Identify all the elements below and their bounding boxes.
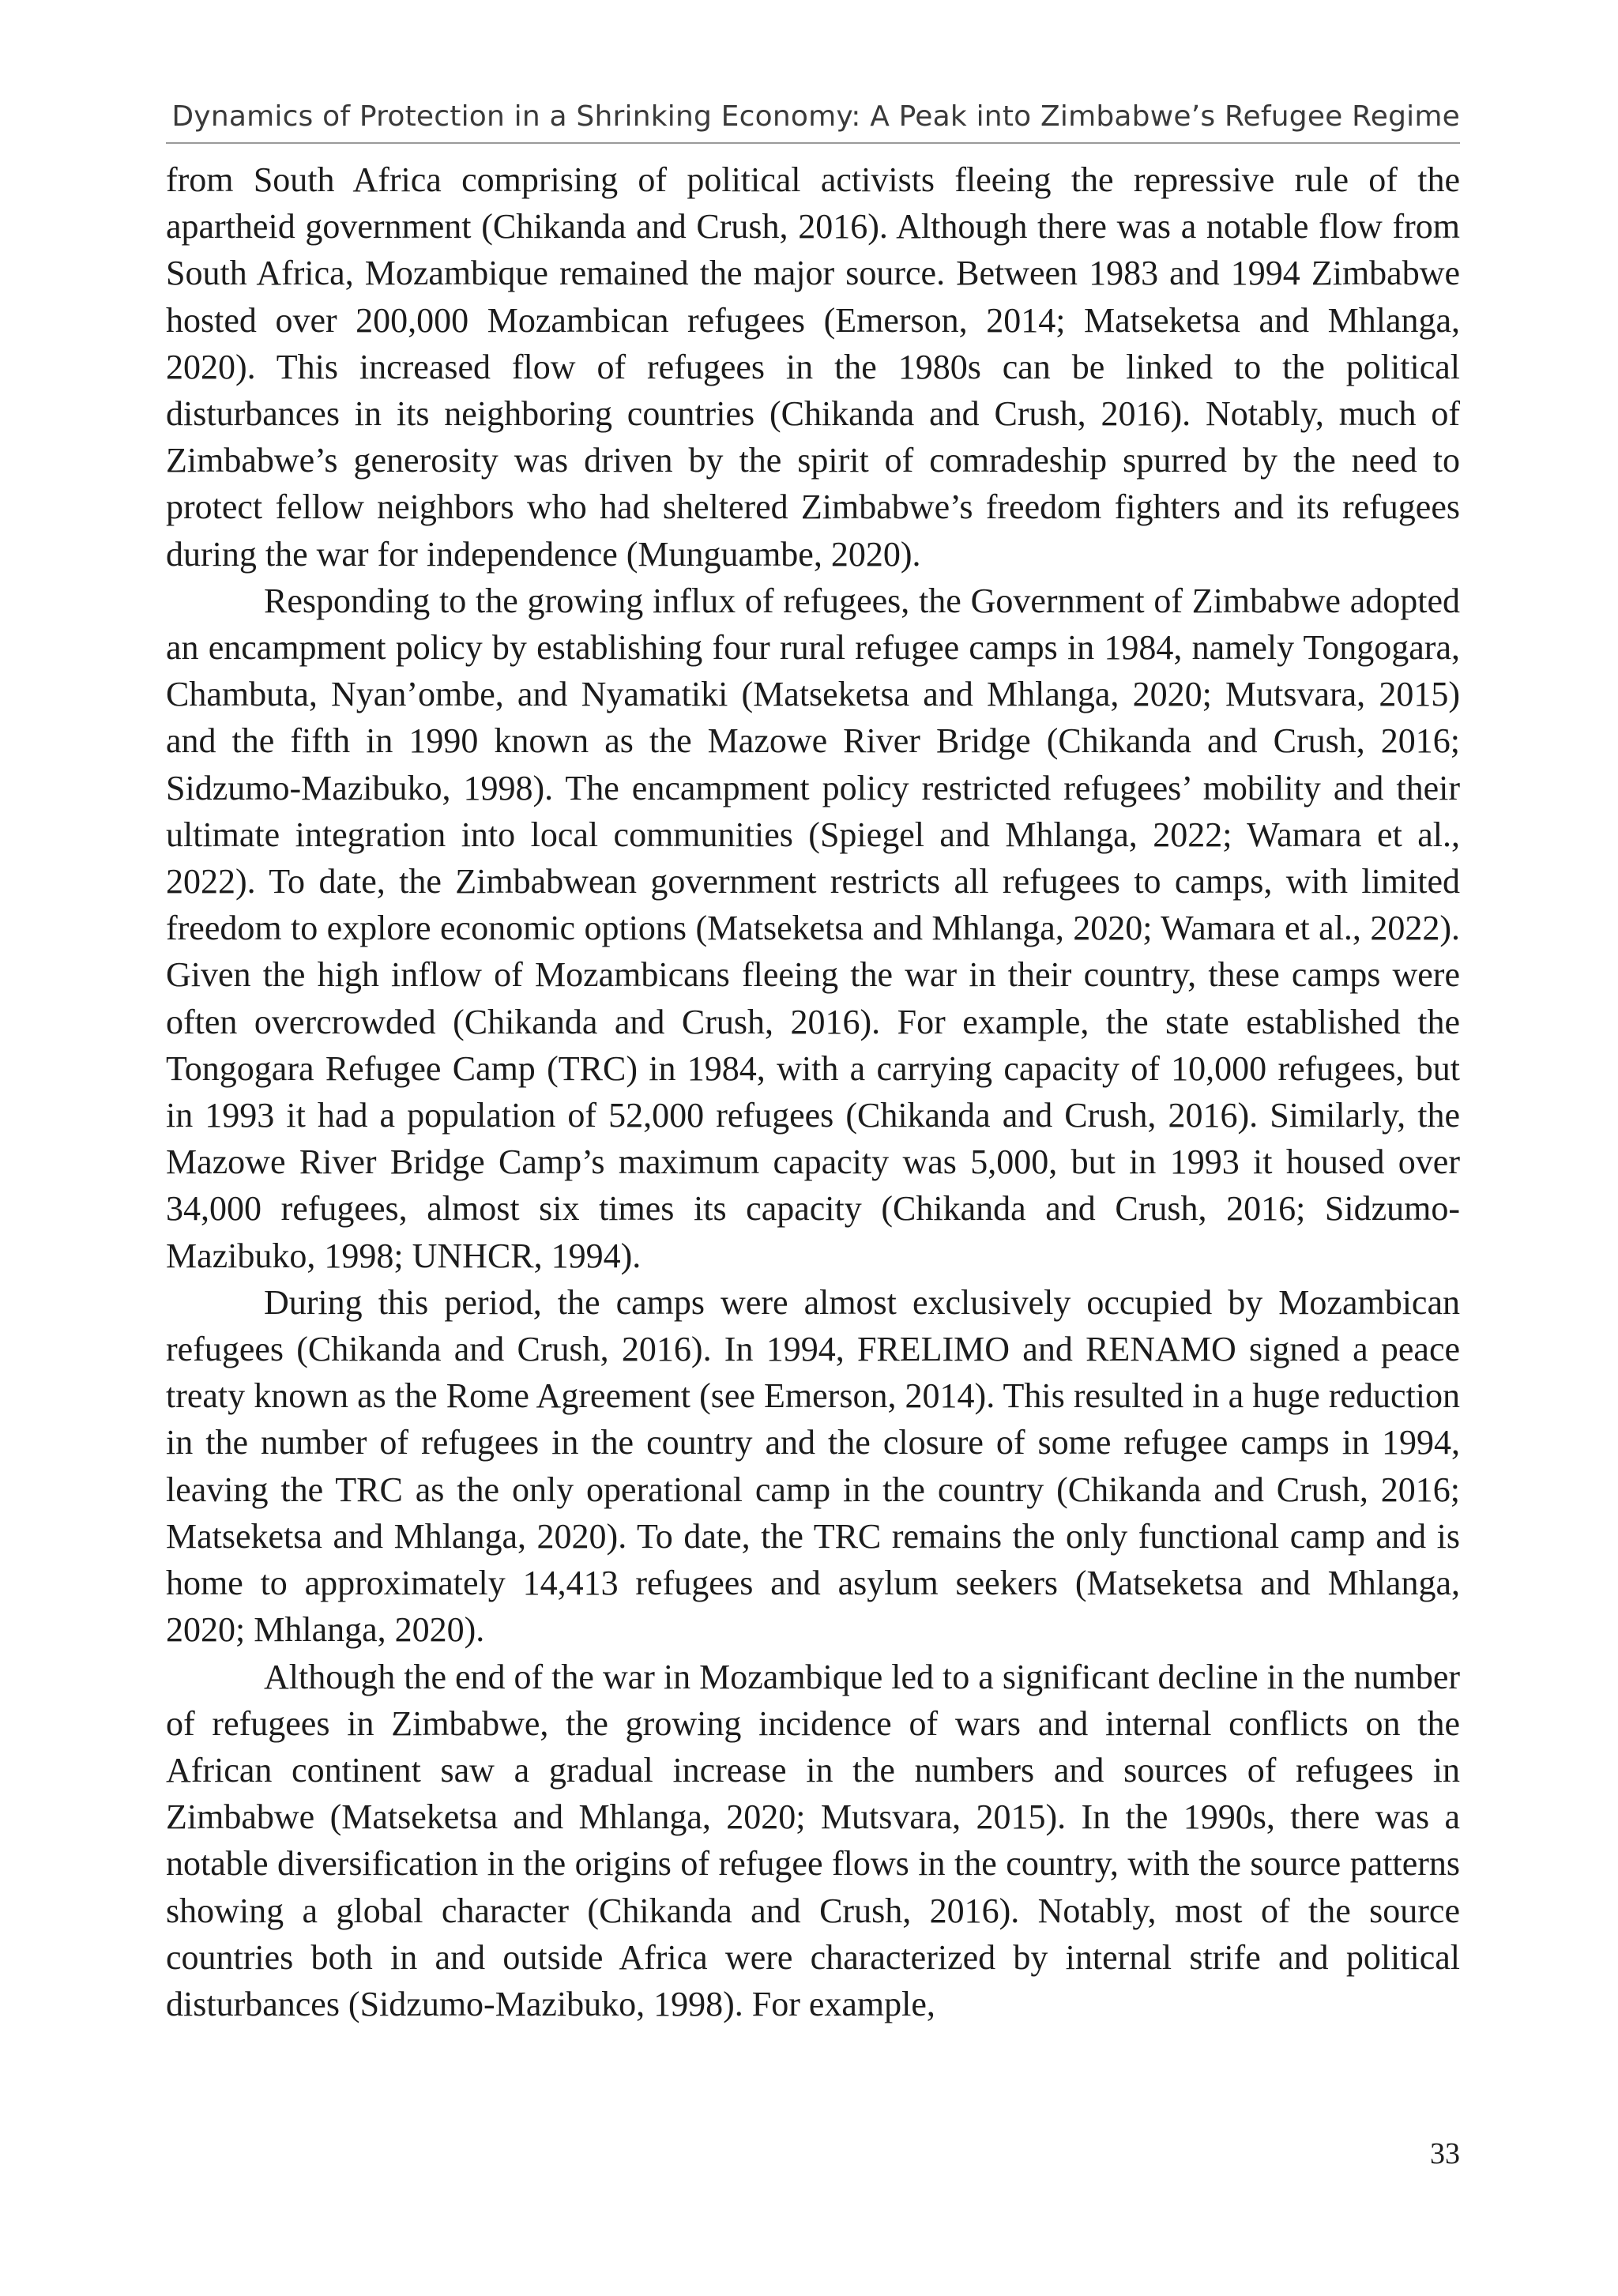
body-text	[166, 156, 1460, 2027]
paragraph-encampment-policy: Responding to the growing influx of refugees, the Government of Zimbabwe adopted an encampment policy by establishing four rural refugee camps in 1984, namely Tongogara, Chambuta, Nyan’ombe, and Nyamatiki (Matseketsa and Mhlanga, 2020; Mutsvara, 2015) and the fifth in 1990 known as the Mazowe River Bridge (Chikanda and Crush, 2016; Sidzumo-Mazibuko, 1998). The encampment policy restricted refugees’ mobility and their ultimate integration into local communities (Spiegel and Mhlanga, 2022; Wamara et al., 2022). To date, the Zimbabwean government restricts all refugees to camps, with limited freedom to explore economic options (Matseketsa and Mhlanga, 2020; Wamara et al., 2022). Given the high inflow of Mozambicans fleeing the war in their country, these camps were often overcrowded (Chikanda and Crush, 2016). For example, the state established the Tongogara Refugee Camp (TRC) in 1984, with a carrying capacity of 10,000 refugees, but in 1993 it had a population of 52,000 refugees (Chikanda and Crush, 2016). Similarly, the Mazowe River Bridge Camp’s maximum capacity was 5,000, but in 1993 it housed over 34,000 refugees, almost six times its capacity (Chikanda and Crush, 2016; Sidzumo-Mazibuko, 1998; UNHCR, 1994).	[166, 581, 1460, 1275]
paragraph-rome-agreement: During this period, the camps were almost exclusively occupied by Mozambican refugees (Chikanda and Crush, 2016). In 1994, FRELIMO and RENAMO signed a peace treaty known as the Rome Agreement (see Emerson, 2014). This resulted in a huge reduction in the number of refugees in the country and the closure of some refugee camps in 1994, leaving the TRC as the only operational camp in the country (Chikanda and Crush, 2016; Matseketsa and Mhlanga, 2020). To date, the TRC remains the only functional camp and is home to approximately 14,413 refugees and asylum seekers (Matseketsa and Mhlanga, 2020; Mhlanga, 2020).	[166, 1282, 1460, 1650]
page-number: 33	[1430, 2137, 1460, 2170]
header-divider	[166, 142, 1460, 144]
paragraph-continued: from South Africa comprising of political activists fleeing the repressive rule of the apartheid government (Chikanda and Crush, 2016). Although there was a notable flow from South Africa, Mozambique remained the major source. Between 1983 and 1994 Zimbabwe hosted over 200,000 Mozambican refugees (Emerson, 2014; Matseketsa and Mhlanga, 2020). This increased flow of refugees in the 1980s can be linked to the political disturbances in its neighboring countries (Chikanda and Crush, 2016). Notably, much of Zimbabwe’s generosity was driven by the spirit of comradeship spurred by the need to protect fellow neighbors who had sheltered Zimbabwe’s freedom fighters and its refugees during the war for independence (Munguambe, 2020).	[166, 160, 1460, 574]
paragraph-diversification: Although the end of the war in Mozambique led to a significant decline in the number of refugees in Zimbabwe, the growing incidence of wars and internal conflicts on the African continent saw a gradual increase in the numbers and sources of refugees in Zimbabwe (Matseketsa and Mhlanga, 2020; Mutsvara, 2015). In the 1990s, there was a notable diversification in the origins of refugee flows in the country, with the source patterns showing a global character (Chikanda and Crush, 2016). Notably, most of the source countries both in and outside Africa were characterized by internal strife and political disturbances (Sidzumo-Mazibuko, 1998). For example,	[166, 1657, 1460, 2023]
running-header-title: Dynamics of Protection in a Shrinking Economy: A Peak into Zimbabwe’s Refugee Regime	[171, 100, 1460, 133]
